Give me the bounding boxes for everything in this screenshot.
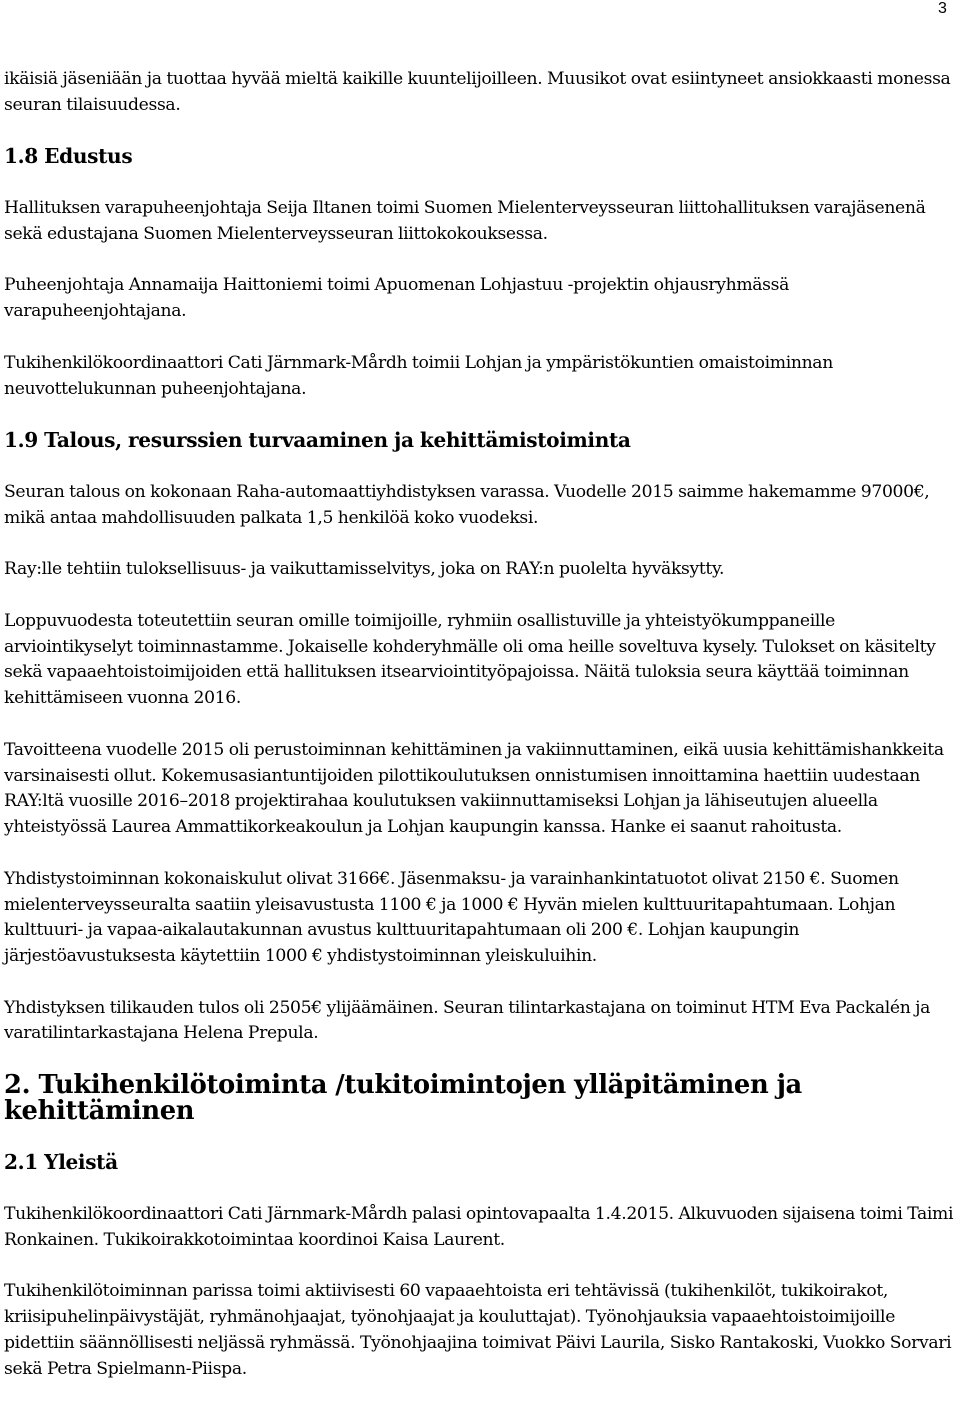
page-number: 3 — [938, 0, 947, 17]
paragraph: Puheenjohtaja Annamaija Haittoniemi toimi Apuomenan Lohjastuu -projektin ohjausryhmässä varapuheenjohtajana. — [4, 275, 790, 322]
chapter-heading: 2. Tukihenkilötoiminta /tukitoimintojen ylläpitäminen ja kehittäminen — [4, 1070, 802, 1126]
paragraph: Loppuvuodesta toteutettiin seuran omille toimijoille, ryhmiin osallistuville ja yhteistyökumppaneille arviointikyselyt toiminnastamme. Jokaiselle kohderyhmälle oli oma heille soveltuva kysely. Tulokset on käsitelty sekä vapaaehtoistoimijoiden että hallituksen itsearviointityöpajoissa. Näitä tuloksia seura käyttää toiminnan kehittämiseen vuonna 2016. — [4, 610, 936, 709]
paragraph: Ray:lle tehtiin tuloksellisuus- ja vaikuttamisselvitys, joka on RAY:n puolelta hyväksytty. — [4, 559, 725, 580]
section-heading: 1.8 Edustus — [4, 144, 133, 169]
paragraph: Tukihenkilökoordinaattori Cati Järnmark-Mårdh palasi opintovapaalta 1.4.2015. Alkuvuoden sijaisena toimi Taimi Ronkainen. Tukikoirakkotoimintaa koordinoi Kaisa Laurent. — [4, 1204, 954, 1250]
paragraph: Tavoitteena vuodelle 2015 oli perustoiminnan kehittäminen ja vakiinnuttaminen, eikä uusia kehittämishankkeita varsinaisesti ollut. Kokemusasiantuntijoiden pilottikoulutuksen onnistumisen innoittamina haettiin uudestaan RAY:ltä vuosille 2016–2018 projektirahaa koulutuksen vakiinnuttamiseksi Lohjan ja lähiseutujen alueella yhteistyössä Laurea Ammattikorkeakoulun ja Lohjan kaupungin kanssa. Hanke ei saanut rahoitusta. — [4, 739, 944, 838]
paragraph: Tukihenkilötoiminnan parissa toimi aktiivisesti 60 vapaaehtoista eri tehtävissä (tukihenkilöt, tukikoirakot, kriisipuhelinpäivystäjät, ryhmänohjaajat, työnohjaajat ja kouluttajat). Työnohjauksia vapaaehtoistoimijoille pidettiin säännöllisesti neljässä ryhmässä. Työnohjaajina toimivat Päivi Laurila, Sisko Rantakoski, Vuokko Sorvari sekä Petra Spielmann-Piispa. — [4, 1281, 952, 1379]
paragraph: Seuran talous on kokonaan Raha-automaattiyhdistyksen varassa. Vuodelle 2015 saimme hakemamme 97000€, mikä antaa mahdollisuuden palkata 1,5 henkilöä koko vuodeksi. — [4, 481, 930, 528]
paragraph: Hallituksen varapuheenjohtaja Seija Iltanen toimi Suomen Mielenterveysseuran liittohallituksen varajäsenenä sekä edustajana Suomen Mielenterveysseuran liittokokouksessa. — [4, 197, 926, 244]
section-heading: 2.1 Yleistä — [4, 1150, 118, 1175]
paragraph: Yhdistystoiminnan kokonaiskulut olivat 3166€. Jäsenmaksu- ja varainhankintatuotot olivat 2150 €. Suomen mielenterveysseuralta saatiin yleisavustusta 1100 € ja 1000 € Hyvän mielen kulttuuritapahtumaan. Lohjan kulttuuri- ja vapaa-aikalautakunnan avustus kulttuuritapahtumaan oli 200 €. Lohjan kaupungin järjestöavustuksesta käytettiin 1000 € yhdistystoiminnan yleiskuluihin. — [4, 868, 899, 967]
document-body — [4, 67, 956, 1408]
paragraph: ikäisiä jäseniään ja tuottaa hyvää mieltä kaikille kuuntelijoilleen. Muusikot ovat esiintyneet ansiokkaasti monessa seuran tilaisuudessa. — [4, 69, 951, 115]
paragraph: Tukihenkilökoordinaattori Cati Järnmark-Mårdh toimii Lohjan ja ympäristökuntien omaistoiminnan neuvottelukunnan puheenjohtajana. — [4, 352, 833, 399]
section-heading: 1.9 Talous, resurssien turvaaminen ja kehittämistoiminta — [4, 428, 631, 453]
paragraph: Yhdistyksen tilikauden tulos oli 2505€ ylijäämäinen. Seuran tilintarkastajana on toiminut HTM Eva Packalén ja varatilintarkastajana Helena Prepula. — [4, 997, 930, 1044]
